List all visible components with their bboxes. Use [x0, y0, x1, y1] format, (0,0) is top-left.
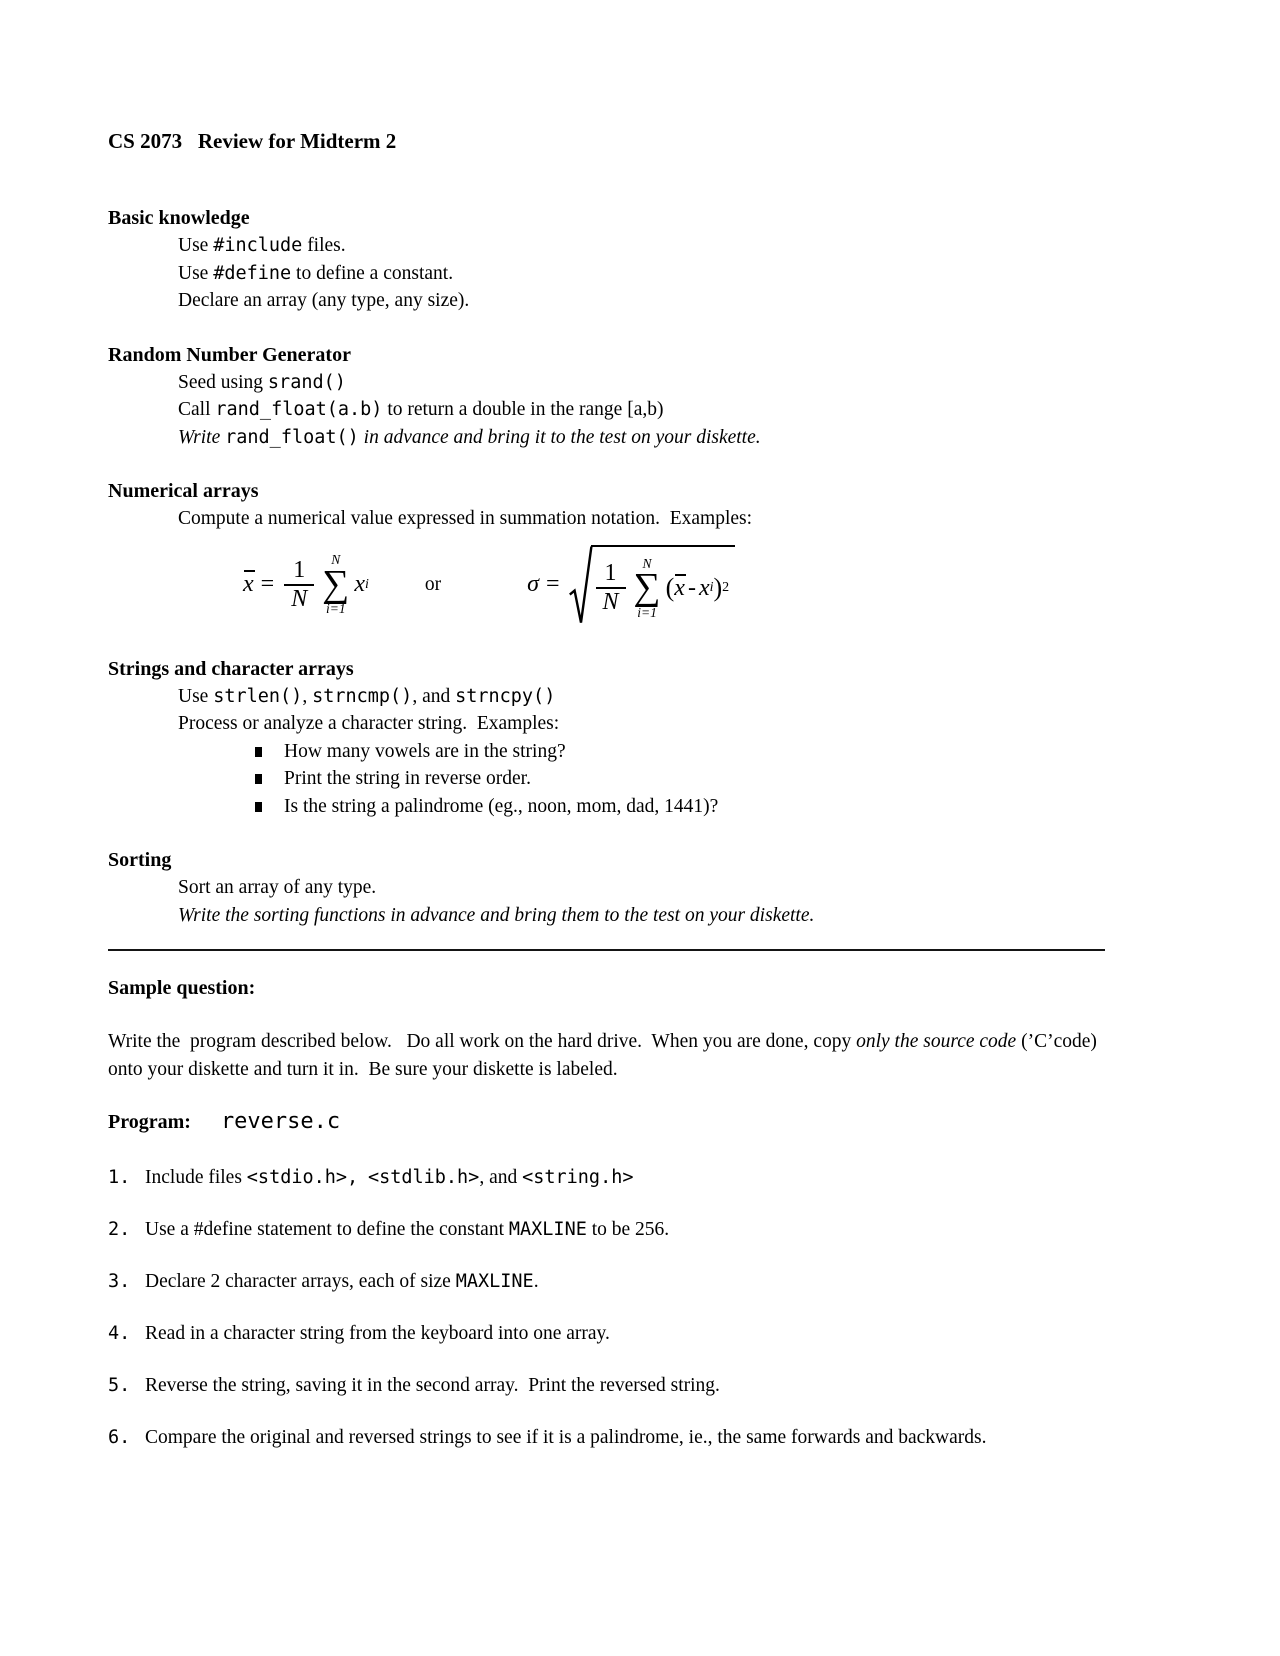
square-bullet-icon: [255, 747, 262, 757]
rng-line-1: [108, 369, 1200, 397]
sigma-icon: ∑: [633, 566, 661, 609]
text-run: Compare the original and reversed strings to see if it is a palindrome, ie., the same forwards and backwards.: [145, 1427, 987, 1448]
fraction-numerator: 1: [293, 556, 306, 583]
step-2: [108, 1216, 1118, 1244]
section-strings: [108, 656, 1200, 821]
bullet-item: [255, 765, 1200, 793]
strings-line-1: [108, 683, 1200, 711]
or-label: or: [424, 573, 442, 595]
text-run: Use: [178, 235, 214, 256]
sum-lower-limit: i=1: [325, 601, 346, 617]
sum-upper-limit: N: [331, 552, 341, 568]
step-6: [108, 1424, 1118, 1452]
open-paren: (: [665, 573, 675, 602]
text-run: Include files: [145, 1167, 247, 1188]
page-title: CS 2073 Review for Midterm 2: [108, 129, 397, 153]
text-run: Seed using: [178, 371, 268, 393]
code-run: MAXLINE: [455, 1271, 534, 1292]
step-number: 6.: [108, 1427, 131, 1448]
section-sample-question: [108, 975, 1200, 1452]
x-bar: x: [674, 574, 685, 601]
text-run: (’C’code) onto your diskette and turn it in. Be sure your diskette is labeled.: [108, 1031, 1102, 1080]
code-run: strncpy(): [455, 685, 556, 707]
summation-operator: [634, 556, 661, 620]
sigma-icon: ∑: [322, 562, 350, 605]
examples-bullet-list: [108, 738, 1200, 821]
step-number: 4.: [108, 1323, 131, 1344]
text-run-italic: only the source code: [856, 1031, 1017, 1052]
code-run: rand_float(a.b): [215, 399, 383, 420]
strings-line-2: Process or analyze a character string. Examples:: [178, 713, 560, 734]
section-basic-knowledge: [108, 205, 1200, 315]
subscript-i: i: [364, 576, 369, 592]
square-bullet-icon: [255, 802, 262, 812]
basic-line-1: [108, 232, 1200, 260]
text-run: [358, 1167, 368, 1188]
code-run: <string.h>: [522, 1167, 634, 1188]
sigma-symbol: σ: [527, 571, 539, 597]
text-run: , and: [412, 685, 456, 707]
program-label: Program:: [108, 1111, 191, 1133]
horizontal-divider: [108, 949, 1105, 951]
summation-operator: [322, 552, 349, 616]
radical-icon: [569, 545, 593, 625]
bullet-text: How many vowels are in the string?: [284, 740, 566, 762]
fraction-1-over-N: [284, 557, 314, 613]
text-run: Read in a character string from the keyboard into one array.: [145, 1323, 610, 1344]
sum-lower-limit: i=1: [637, 604, 657, 620]
sum-upper-limit: N: [642, 555, 652, 571]
code-run: MAXLINE: [508, 1219, 587, 1240]
step-number: 5.: [108, 1375, 131, 1396]
basic-line-2: [108, 260, 1200, 288]
code-run: <stdio.h>,: [246, 1167, 359, 1188]
step-5: [108, 1372, 1118, 1400]
bullet-text: Print the string in reverse order.: [284, 768, 531, 789]
text-run: ,: [302, 685, 313, 707]
sample-question-paragraph: [108, 1028, 1108, 1083]
text-run: Use a #define statement to define the constant: [145, 1219, 509, 1240]
text-run: to define a constant.: [291, 262, 454, 284]
fraction-denominator: N: [284, 584, 314, 613]
step-4: [108, 1320, 1118, 1348]
program-filename: reverse.c: [220, 1109, 341, 1134]
text-run: Call: [178, 399, 216, 420]
section-numerical-arrays: [108, 478, 1200, 629]
equals-sign: =: [260, 571, 275, 597]
section-sorting: [108, 847, 1200, 929]
minus-sign: -: [687, 574, 696, 601]
equals-sign: =: [545, 571, 560, 597]
code-run: <stdlib.h>: [367, 1167, 480, 1188]
code-run: srand(): [267, 371, 346, 393]
text-run: to be 256.: [586, 1219, 670, 1240]
text-run: Declare 2 character arrays, each of size: [145, 1271, 456, 1292]
section-heading: Strings and character arrays: [108, 657, 354, 680]
text-run: Use: [178, 685, 214, 707]
text-run: files.: [302, 235, 346, 256]
text-run-italic: Write: [178, 426, 226, 448]
step-number: 2.: [108, 1219, 131, 1240]
bullet-text: Is the string a palindrome (eg., noon, mom, dad, 1441)?: [284, 795, 719, 817]
step-number: 3.: [108, 1271, 131, 1292]
code-run: strncmp(): [312, 685, 413, 707]
sorting-line-2: Write the sorting functions in advance and bring them to the test on your diskette.: [178, 904, 815, 926]
numerical-line-1: Compute a numerical value expressed in summation notation. Examples:: [178, 508, 753, 529]
radicand: [591, 545, 736, 625]
fraction-1-over-N: [596, 560, 626, 616]
section-heading: Random Number Generator: [108, 343, 351, 366]
step-3: [108, 1268, 1118, 1296]
close-paren: ): [713, 573, 723, 602]
x-bar: x: [243, 571, 254, 597]
code-run: #define: [213, 262, 292, 284]
program-line: [108, 1109, 1200, 1134]
sorting-line-1: Sort an array of any type.: [178, 877, 377, 898]
square-bullet-icon: [255, 774, 262, 784]
code-run: #include: [213, 235, 303, 256]
text-run: .: [533, 1271, 539, 1292]
text-run: Use: [178, 262, 214, 284]
square-root: [569, 545, 736, 625]
rng-line-2: [108, 396, 1200, 424]
text-run-italic: in advance and bring it to the test on your diskette.: [358, 426, 761, 448]
section-heading: Sample question:: [108, 977, 256, 999]
step-number: 1.: [108, 1167, 131, 1188]
text-run: to return a double in the range [a,b): [382, 399, 664, 420]
code-run: rand_float(): [225, 426, 359, 448]
step-1: [108, 1164, 1118, 1192]
summand-variable: x: [698, 574, 710, 601]
summand-variable: x: [354, 571, 365, 597]
fraction-numerator: 1: [604, 560, 617, 587]
code-run: strlen(): [213, 685, 303, 707]
stddev-formula: [527, 545, 735, 625]
mean-formula: [243, 552, 369, 616]
text-run: Write the program described below. Do all work on the hard drive. When you are done, copy: [108, 1031, 857, 1052]
fraction-denominator: N: [596, 587, 626, 616]
section-heading: Basic knowledge: [108, 207, 250, 229]
subscript-i: i: [709, 580, 714, 595]
superscript-2: 2: [722, 580, 730, 595]
numbered-steps: [108, 1164, 1200, 1452]
bullet-item: [255, 738, 1200, 766]
section-heading: Sorting: [108, 849, 172, 871]
section-random-number-generator: [108, 342, 1200, 452]
rng-line-3: [108, 424, 1200, 452]
bullet-item: [255, 793, 1200, 821]
text-run: , and: [479, 1167, 523, 1188]
summation-formulas: [108, 541, 1200, 629]
basic-line-3: Declare an array (any type, any size).: [178, 290, 470, 311]
section-heading: Numerical arrays: [108, 480, 259, 502]
text-run: Reverse the string, saving it in the second array. Print the reversed string.: [145, 1375, 720, 1396]
